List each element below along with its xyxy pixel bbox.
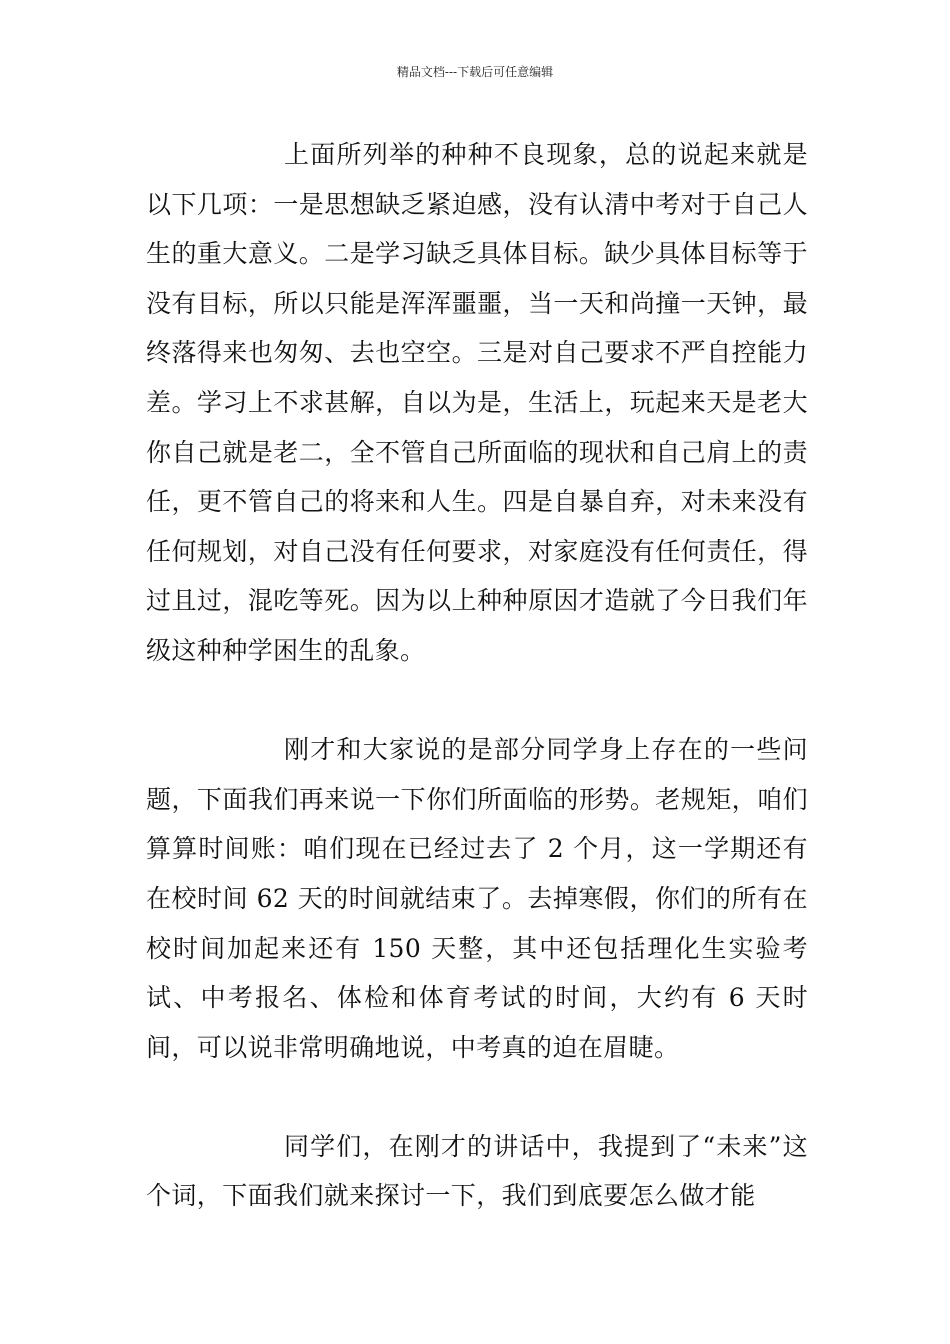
document-body (146, 130, 808, 1221)
paragraph: 上面所列举的种种不良现象，总的说起来就是以下几项：一是思想缺乏紧迫感，没有认清中考对于自己人生的重大意义。二是学习缺乏具体目标。缺少具体目标等于没有目标，所以只能是浑浑噩噩，当一天和尚撞一天钟，最终落得来也匆匆、去也空空。三是对自己要求不严自控能力差。学习上不求甚解，自以为是，生活上，玩起来天是老大你自己就是老二，全不管自己所面临的现状和自己肩上的责任，更不管自己的将来和人生。四是自暴自弃，对未来没有任何规划，对自己没有任何要求，对家庭没有任何责任，得过且过，混吃等死。因为以上种种原因才造就了今日我们年级这种种学困生的乱象。 (146, 140, 808, 665)
paragraph: 刚才和大家说的是部分同学身上存在的一些问题，下面我们再来说一下你们所面临的形势。老规矩，咱们算算时间账：咱们现在已经过去了 2 个月，这一学期还有在校时间 62 天的时间就结束了。去掉寒假，你们的所有在校时间加起来还有 150 天整，其中还包括理化生实验考试、中考报名、体检和体育考试的时间，大约有 6 天时间，可以说非常明确地说，中考真的迫在眉睫。 (146, 735, 808, 1062)
paragraph: 同学们，在刚才的讲话中，我提到了“未来”这个词，下面我们就来探讨一下，我们到底要怎么做才能 (146, 1131, 808, 1211)
page-header: 精品文档---下载后可任意编辑 (396, 65, 554, 79)
